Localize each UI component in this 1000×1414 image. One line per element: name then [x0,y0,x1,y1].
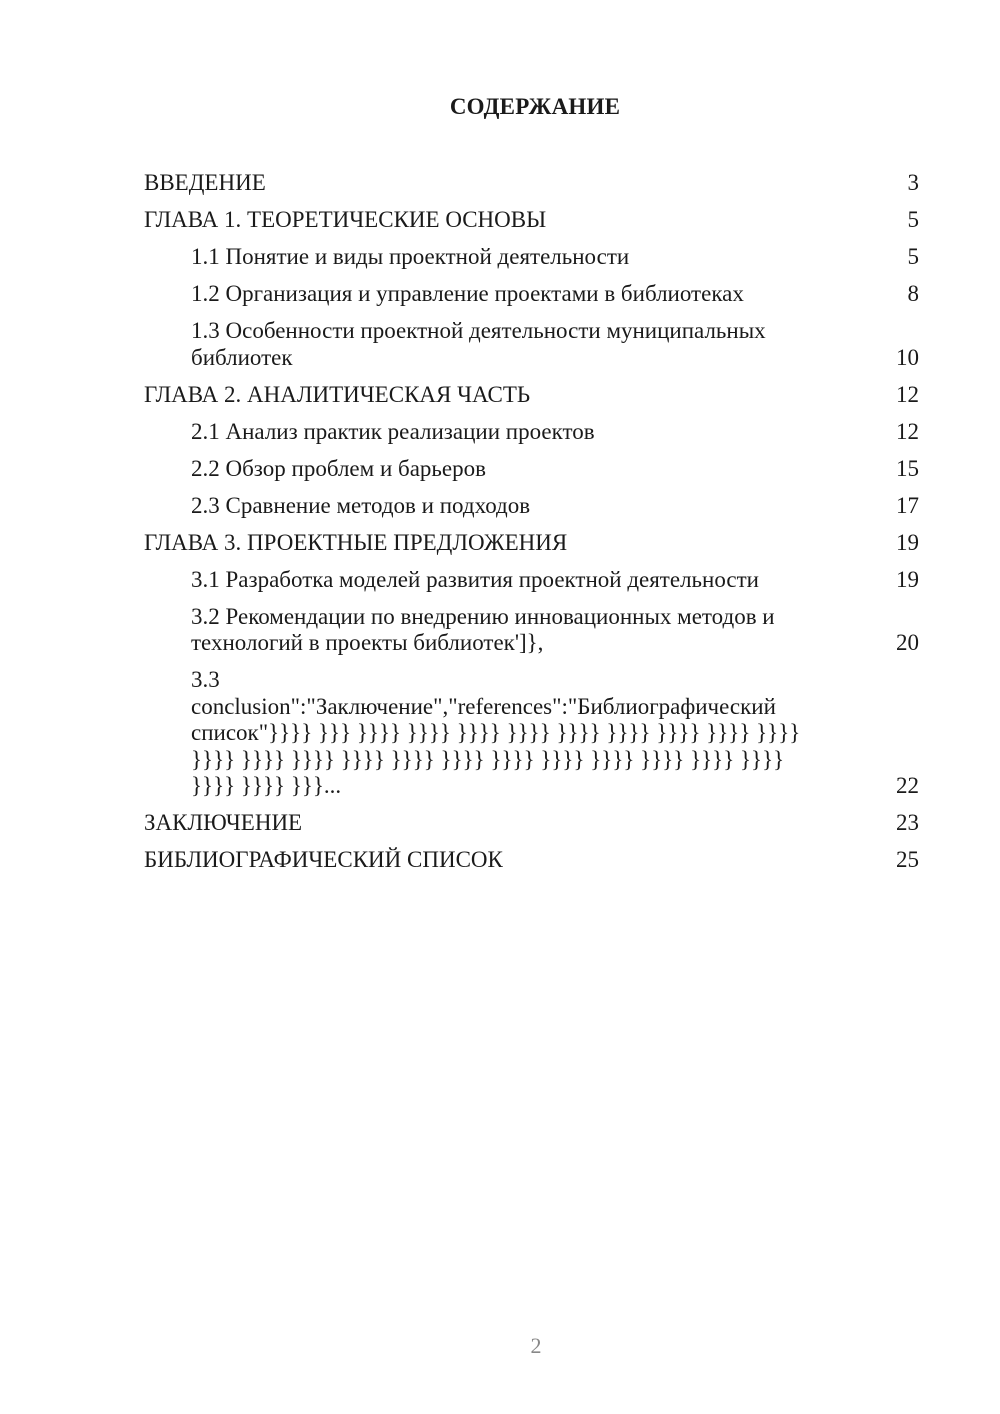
table-of-contents [144,170,919,884]
toc-entry-2-3[interactable] [144,493,919,520]
toc-entry-label: ГЛАВА 2. АНАЛИТИЧЕСКАЯ ЧАСТЬ [144,381,531,407]
toc-entry-page: 25 [896,847,919,872]
toc-entry-page: 8 [907,281,919,306]
toc-entry-page: 15 [896,455,919,481]
toc-entry-page: 5 [907,207,919,232]
toc-entry-bibliography[interactable] [144,847,919,874]
toc-entry-2-2[interactable] [144,456,919,483]
toc-entry-3-2[interactable] [144,604,919,657]
page-number: 2 [530,1333,542,1358]
toc-entry-label: ГЛАВА 3. ПРОЕКТНЫЕ ПРЕДЛОЖЕНИЯ [144,529,568,555]
toc-entry-3-3[interactable] [144,667,919,800]
toc-entry-1-2[interactable] [144,281,919,308]
toc-entry-chapter-3[interactable] [144,530,919,557]
toc-entry-label: ГЛАВА 1. ТЕОРЕТИЧЕСКИЕ ОСНОВЫ [144,207,547,232]
toc-entry-3-1[interactable] [144,567,919,594]
toc-heading: СОДЕРЖАНИЕ [449,94,621,119]
toc-entry-1-3[interactable] [144,318,919,371]
toc-entry-label: БИБЛИОГРАФИЧЕСКИЙ СПИСОК [144,847,503,872]
toc-entry-label: ЗАКЛЮЧЕНИЕ [144,810,303,835]
toc-entry-label: 1.3 Особенности проектной деятельности муниципальных библиотек [191,318,766,370]
toc-entry-label: 2.1 Анализ практик реализации проектов [191,418,595,444]
toc-entry-label: 3.3 conclusion":"Заключение","references":"Библиографический список"}}}} }}} }}}} }}}} }}}} }}}} }}}} }}}} }}}} }}}} }}}} }}}} }}}} }}}} }}}} }}}} }}}} }}}} }}}} }}}} }}}} }}}} }}}} }}}} }}}} }}}... [191,667,801,798]
toc-entry-conclusion[interactable] [144,810,919,837]
toc-entry-chapter-1[interactable] [144,207,919,234]
toc-entry-label: 1.2 Организация и управление проектами в библиотеках [191,281,744,306]
toc-entry-1-1[interactable] [144,244,919,271]
toc-entry-page: 5 [907,244,919,269]
toc-entry-label: 1.1 Понятие и виды проектной деятельности [191,244,630,269]
toc-entry-page: 23 [896,810,919,835]
toc-entry-label: ВВЕДЕНИЕ [144,170,266,195]
toc-entry-chapter-2[interactable] [144,382,919,409]
toc-entry-label: 2.3 Сравнение методов и подходов [191,492,531,518]
toc-entry-label: 3.2 Рекомендации по внедрению инновационных методов и технологий в проекты библиотек']}, [191,603,775,655]
toc-entry-introduction[interactable] [144,170,919,197]
toc-entry-label: 3.1 Разработка моделей развития проектной деятельности [191,566,759,592]
toc-entry-page: 20 [896,630,919,655]
toc-entry-page: 22 [896,773,919,798]
toc-entry-page: 19 [896,529,919,555]
toc-entry-page: 12 [896,418,919,444]
toc-entry-page: 3 [907,170,919,195]
toc-entry-page: 17 [896,492,919,518]
toc-entry-label: 2.2 Обзор проблем и барьеров [191,455,486,481]
toc-entry-page: 12 [896,381,919,407]
toc-entry-page: 10 [896,344,919,370]
toc-entry-2-1[interactable] [144,419,919,446]
toc-entry-page: 19 [896,566,919,592]
